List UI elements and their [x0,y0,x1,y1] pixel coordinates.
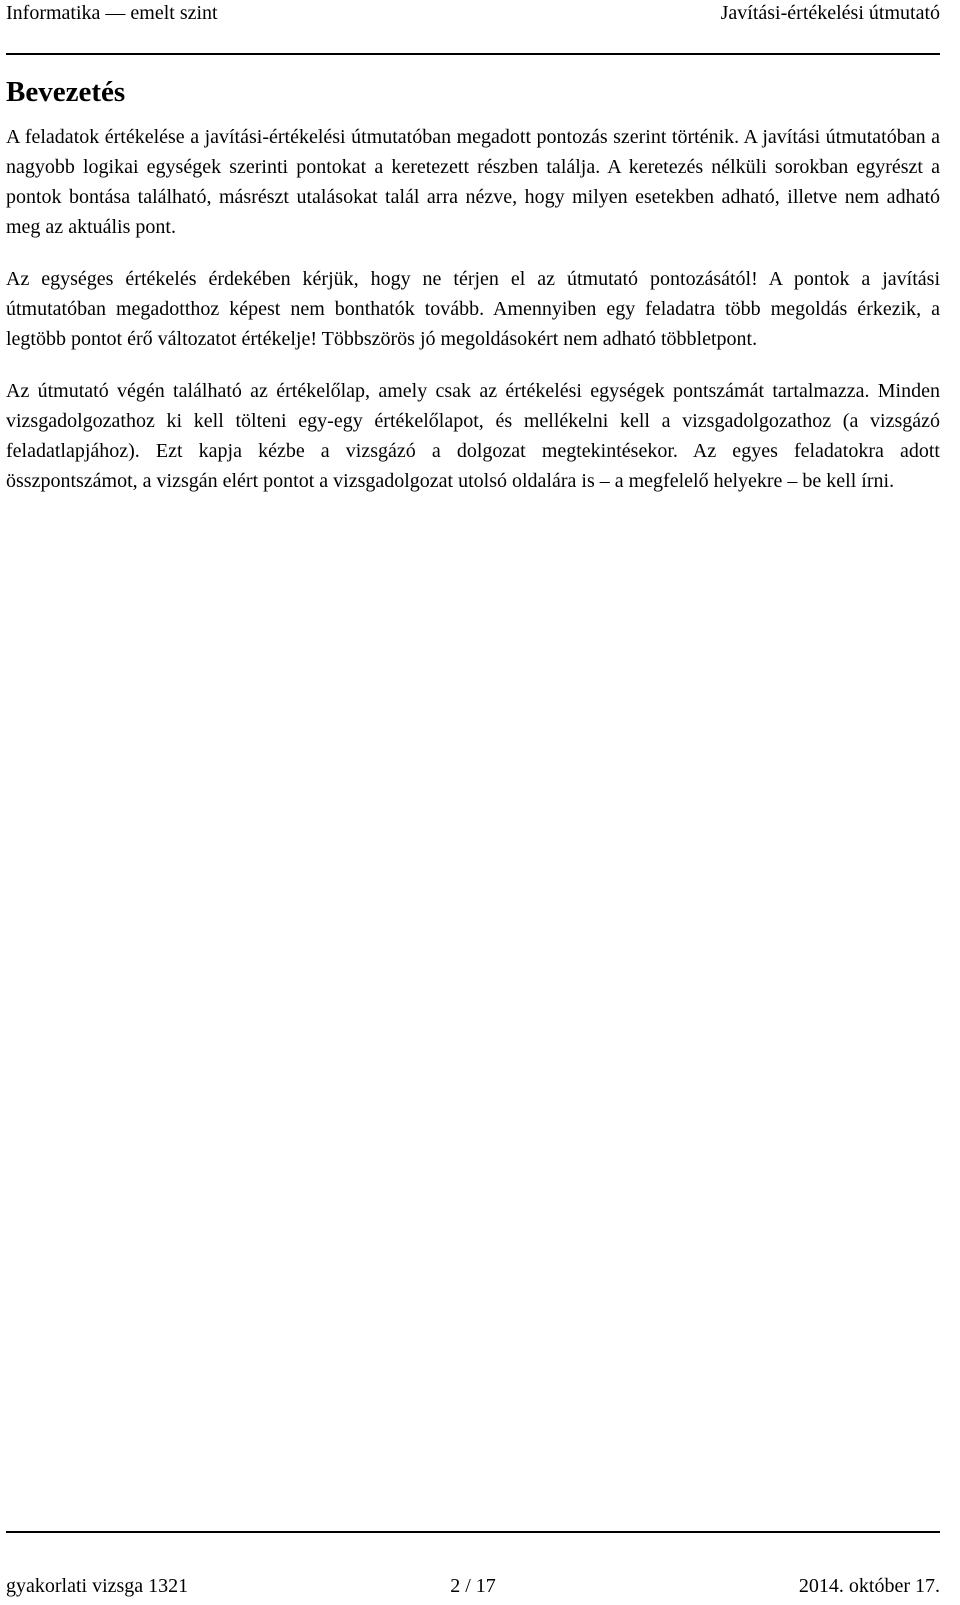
section-title: Bevezetés [6,76,126,108]
paragraph-scoring-intro: A feladatok értékelése a javítási-értékelési útmutatóban megadott pontozás szerint történik. A javítási útmutatóban a nagyobb logikai egységek szerinti pontokat a keretezett részben találja. A keretezés nélküli sorokban egyrészt a pontok bontása található, másrészt utalásokat talál arra nézve, hogy milyen esetekben adható, illetve nem adható meg az aktuális pont. [6,126,940,238]
header-subject: Informatika — emelt szint [6,2,218,24]
header-divider [6,53,940,55]
footer-exam-code: gyakorlati vizsga 1321 [6,1575,189,1597]
footer-page-number: 2 / 17 [450,1575,496,1597]
paragraph-uniform-scoring: Az egységes értékelés érdekében kérjük, hogy ne térjen el az útmutató pontozásától! A pontok a javítási útmutatóban megadotthoz képest nem bonthatók tovább. Amennyiben egy feladatra több megoldás érkezik, a legtöbb pontot érő változatot értékelje! Többszörös jó megoldásokért nem adható többletpont. [6,268,940,350]
footer-divider [6,1531,940,1533]
footer-date: 2014. október 17. [798,1575,940,1597]
paragraph-evaluation-sheet: Az útmutató végén található az értékelőlap, amely csak az értékelési egységek pontszámát tartalmazza. Minden vizsgadolgozathoz ki kell tölteni egy-egy értékelőlapot, és mellékelni kell a vizsgadolgozathoz (a vizsgázó feladatlapjához). Ezt kapja kézbe a vizsgázó a dolgozat megtekintésekor. Az egyes feladatokra adott összpontszámot, a vizsgán elért pontot a vizsgadolgozat utolsó oldalára is – a megfelelő helyekre – be kell írni. [6,380,940,492]
page-content [6,72,940,518]
page-footer [6,1573,940,1601]
page-header [6,0,940,30]
header-doc-type: Javítási-értékelési útmutató [720,2,940,24]
